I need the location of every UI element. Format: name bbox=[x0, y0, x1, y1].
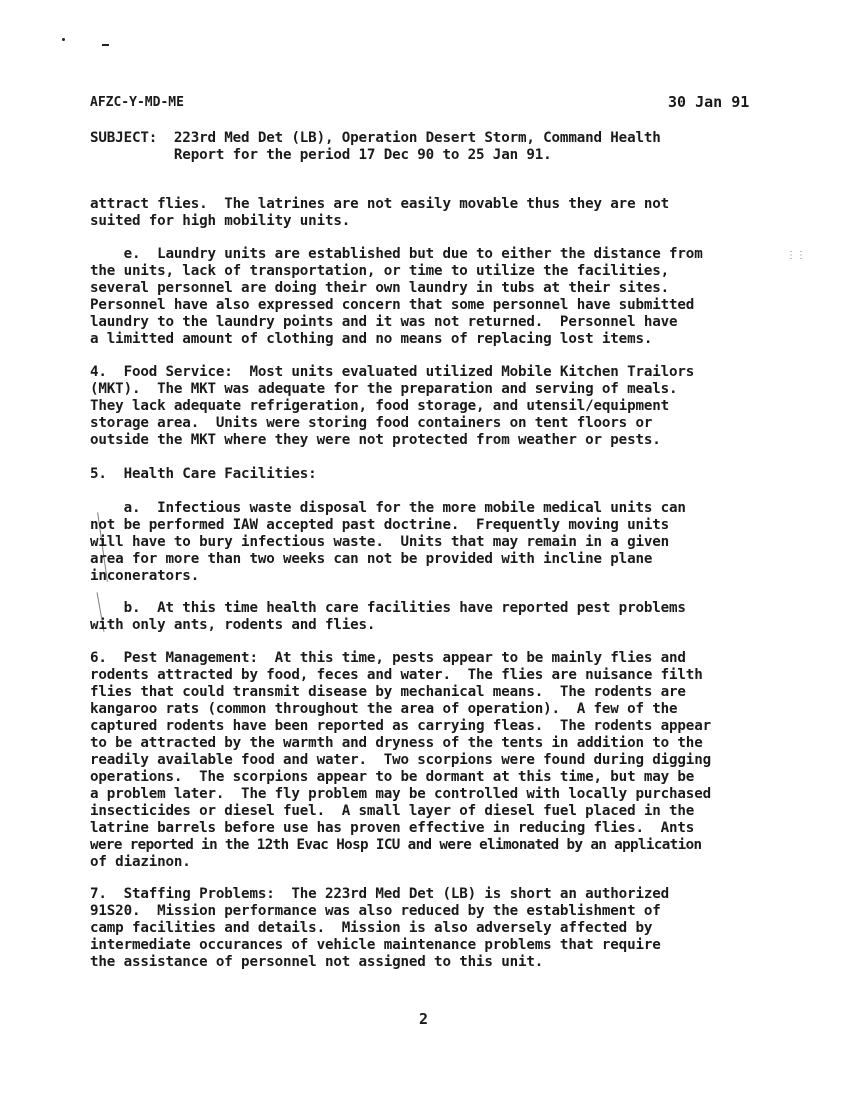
body-line: area for more than two weeks can not be provided with incline plane bbox=[90, 551, 653, 567]
body-line: to be attracted by the warmth and dryness of the tents in addition to the bbox=[90, 735, 703, 751]
body-line: operations. The scorpions appear to be dormant at this time, but may be bbox=[90, 769, 695, 785]
section-heading: 5. Health Care Facilities: bbox=[90, 466, 317, 482]
body-line: (MKT). The MKT was adequate for the preparation and serving of meals. bbox=[90, 381, 678, 397]
scan-speck bbox=[62, 38, 65, 41]
body-line: a. Infectious waste disposal for the more mobile medical units can bbox=[90, 500, 686, 516]
body-line: 6. Pest Management: At this time, pests appear to be mainly flies and bbox=[90, 650, 686, 666]
body-line: inconerators. bbox=[90, 568, 200, 584]
body-line: 91S20. Mission performance was also reduced by the establishment of bbox=[90, 903, 661, 919]
scan-speck: ⋮⋮ bbox=[786, 250, 806, 261]
body-line: laundry to the laundry points and it was not returned. Personnel have bbox=[90, 314, 678, 330]
subject-line: SUBJECT: 223rd Med Det (LB), Operation Desert Storm, Command Health bbox=[90, 130, 661, 146]
body-line: of diazinon. bbox=[90, 854, 191, 870]
document-date: 30 Jan 91 bbox=[668, 93, 750, 111]
body-line: kangaroo rats (common throughout the area of operation). A few of the bbox=[90, 701, 678, 717]
body-line: will have to bury infectious waste. Units that may remain in a given bbox=[90, 534, 670, 550]
body-line: suited for high mobility units. bbox=[90, 213, 351, 229]
body-line: They lack adequate refrigeration, food storage, and utensil/equipment bbox=[90, 398, 670, 414]
body-line: captured rodents have been reported as carrying fleas. The rodents appear bbox=[90, 718, 711, 734]
scan-speck bbox=[102, 44, 109, 46]
document-reference: AFZC-Y-MD-ME bbox=[90, 95, 184, 110]
body-line: a problem later. The fly problem may be controlled with locally purchased bbox=[90, 786, 711, 802]
subject-line: Report for the period 17 Dec 90 to 25 Jan 91. bbox=[90, 147, 552, 163]
body-line: latrine barrels before use has proven effective in reducing flies. Ants bbox=[90, 820, 695, 836]
body-line: a limitted amount of clothing and no means of replacing lost items. bbox=[90, 331, 653, 347]
body-line: intermediate occurances of vehicle maintenance problems that require bbox=[90, 937, 661, 953]
body-line: flies that could transmit disease by mechanical means. The rodents are bbox=[90, 684, 686, 700]
body-line: the units, lack of transportation, or time to utilize the facilities, bbox=[90, 263, 670, 279]
body-line: Personnel have also expressed concern that some personnel have submitted bbox=[90, 297, 695, 313]
body-line: 4. Food Service: Most units evaluated utilized Mobile Kitchen Trailors bbox=[90, 364, 695, 380]
body-line: rodents attracted by food, feces and water. The flies are nuisance filth bbox=[90, 667, 703, 683]
body-line: outside the MKT where they were not protected from weather or pests. bbox=[90, 432, 661, 448]
body-line: were reported in the 12th Evac Hosp ICU and were elimonated by an application bbox=[90, 837, 702, 853]
body-line: not be performed IAW accepted past doctrine. Frequently moving units bbox=[90, 517, 670, 533]
body-line: 7. Staffing Problems: The 223rd Med Det (LB) is short an authorized bbox=[90, 886, 670, 902]
body-line: the assistance of personnel not assigned to this unit. bbox=[90, 954, 544, 970]
page-number: 2 bbox=[419, 1010, 429, 1028]
body-line: e. Laundry units are established but due to either the distance from bbox=[90, 246, 703, 262]
body-line: storage area. Units were storing food containers on tent floors or bbox=[90, 415, 653, 431]
body-line: attract flies. The latrines are not easily movable thus they are not bbox=[90, 196, 670, 212]
body-line: insecticides or diesel fuel. A small layer of diesel fuel placed in the bbox=[90, 803, 695, 819]
body-line: b. At this time health care facilities have reported pest problems bbox=[90, 600, 686, 616]
body-line: several personnel are doing their own laundry in tubs at their sites. bbox=[90, 280, 670, 296]
body-line: camp facilities and details. Mission is also adversely affected by bbox=[90, 920, 653, 936]
body-line: readily available food and water. Two scorpions were found during digging bbox=[90, 752, 711, 768]
body-line: with only ants, rodents and flies. bbox=[90, 617, 376, 633]
